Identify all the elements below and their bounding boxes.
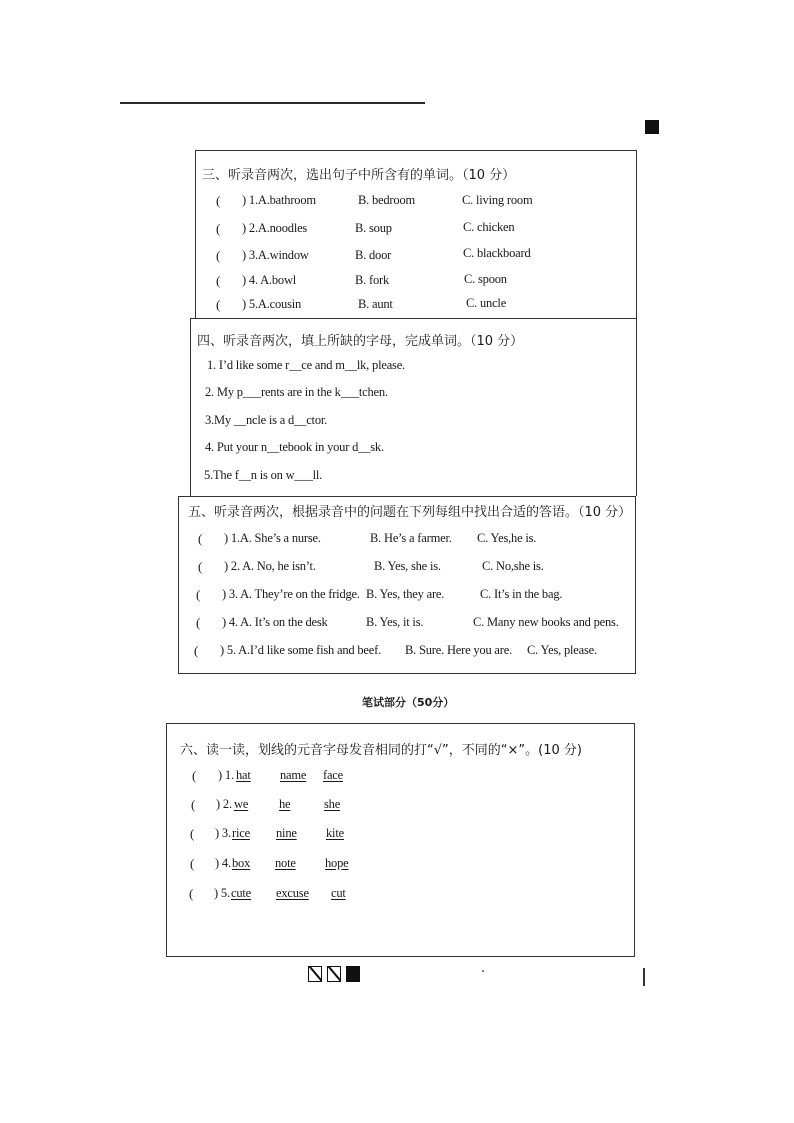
question-option-a: ) 1.A.bathroom <box>242 193 316 207</box>
response-option-a: ) 1.A. She’s a nurse. <box>224 531 321 545</box>
fill-in-line[interactable]: 2. My p___rents are in the k___tchen. <box>205 385 388 399</box>
scan-dot <box>482 970 484 972</box>
answer-paren[interactable]: ( <box>216 221 221 236</box>
response-option-b: B. Yes, it is. <box>366 615 424 629</box>
question-option-c: C. living room <box>462 193 533 207</box>
phonics-word-3: kite <box>326 826 344 840</box>
question-option-a: ) 5.A.cousin <box>242 297 302 311</box>
response-option-b: B. He’s a farmer. <box>370 531 452 545</box>
response-option-c: C. Many new books and pens. <box>473 615 619 629</box>
response-option-b: B. Sure. Here you are. <box>405 643 513 657</box>
phonics-word-3: she <box>324 797 341 811</box>
question-option-c: C. blackboard <box>463 246 531 260</box>
response-option-c: C. Yes, please. <box>527 643 597 657</box>
section-4-title: 四、听录音两次，填上所缺的字母，完成单词。（10 分） <box>197 334 524 349</box>
question-option-c: C. spoon <box>464 272 507 286</box>
phonics-word-1: rice <box>232 826 250 840</box>
phonics-word-3: cut <box>331 886 346 900</box>
response-option-c: C. No,she is. <box>482 559 544 573</box>
question-option-c: C. uncle <box>466 296 507 310</box>
section-5-title: 五、听录音两次，根据录音中的问题在下列每组中找出合适的答语。（10 分） <box>188 505 632 520</box>
question-option-a: ) 4. A.bowl <box>242 273 297 287</box>
question-option-b: B. bedroom <box>358 193 416 207</box>
margin-tick-mark <box>643 968 645 986</box>
response-option-b: B. Yes, they are. <box>366 587 445 601</box>
fill-in-line[interactable]: 1. I’d like some r__ce and m__lk, please. <box>207 358 405 372</box>
page-marker-box-1 <box>308 966 322 982</box>
question-option-b: B. fork <box>355 273 390 287</box>
question-option-b: B. door <box>355 248 392 262</box>
fill-in-line[interactable]: 3.My __ncle is a d__ctor. <box>205 413 328 427</box>
answer-paren[interactable]: ( <box>194 643 199 658</box>
answer-paren[interactable]: ( <box>216 193 221 208</box>
answer-paren[interactable]: ( <box>192 768 197 783</box>
response-option-a: ) 2. A. No, he isn’t. <box>224 559 316 573</box>
phonics-word-1: hat <box>236 768 251 782</box>
answer-paren[interactable]: ( <box>216 297 221 312</box>
answer-paren[interactable]: ( <box>198 531 203 546</box>
phonics-number: ) 1. <box>218 768 234 782</box>
section-6-title: 六、读一读，划线的元音字母发音相同的打“√”，不同的“×”。(10 分) <box>180 743 582 758</box>
answer-paren[interactable]: ( <box>216 273 221 288</box>
page-marker-box-3 <box>346 966 360 982</box>
response-option-a: ) 4. A. It’s on the desk <box>222 615 328 629</box>
written-part-label: 笔试部分（50分） <box>362 696 455 709</box>
response-option-c: C. It’s in the bag. <box>480 587 563 601</box>
page-marker-box-2 <box>327 966 341 982</box>
phonics-number: ) 5. <box>214 886 230 900</box>
response-option-a: ) 5. A.I’d like some fish and beef. <box>220 643 382 657</box>
answer-paren[interactable]: ( <box>190 826 195 841</box>
phonics-word-2: excuse <box>276 886 309 900</box>
registration-mark <box>645 120 659 134</box>
top-rule-line <box>120 102 425 104</box>
answer-paren[interactable]: ( <box>189 886 194 901</box>
phonics-word-1: we <box>234 797 249 811</box>
phonics-word-2: he <box>279 797 291 811</box>
phonics-number: ) 2. <box>216 797 232 811</box>
phonics-word-3: face <box>323 768 344 782</box>
section-3-title: 三、听录音两次，选出句子中所含有的单词。（10 分） <box>202 168 516 183</box>
response-option-c: C. Yes,he is. <box>477 531 537 545</box>
phonics-word-2: note <box>275 856 296 870</box>
phonics-word-3: hope <box>325 856 349 870</box>
phonics-number: ) 3. <box>215 826 231 840</box>
question-option-a: ) 3.A.window <box>242 248 309 262</box>
fill-in-line[interactable]: 4. Put your n__tebook in your d__sk. <box>205 440 384 454</box>
phonics-word-1: box <box>232 856 251 870</box>
response-option-a: ) 3. A. They’re on the fridge. <box>222 587 360 601</box>
answer-paren[interactable]: ( <box>196 615 201 630</box>
phonics-word-2: nine <box>276 826 297 840</box>
answer-paren[interactable]: ( <box>198 559 203 574</box>
fill-in-line[interactable]: 5.The f__n is on w___ll. <box>204 468 323 482</box>
answer-paren[interactable]: ( <box>191 797 196 812</box>
response-option-b: B. Yes, she is. <box>374 559 441 573</box>
question-option-a: ) 2.A.noodles <box>242 221 308 235</box>
answer-paren[interactable]: ( <box>216 248 221 263</box>
question-option-c: C. chicken <box>463 220 515 234</box>
answer-paren[interactable]: ( <box>196 587 201 602</box>
question-option-b: B. aunt <box>358 297 393 311</box>
phonics-word-1: cute <box>231 886 252 900</box>
answer-paren[interactable]: ( <box>190 856 195 871</box>
phonics-word-2: name <box>280 768 307 782</box>
phonics-number: ) 4. <box>215 856 231 870</box>
question-option-b: B. soup <box>355 221 392 235</box>
